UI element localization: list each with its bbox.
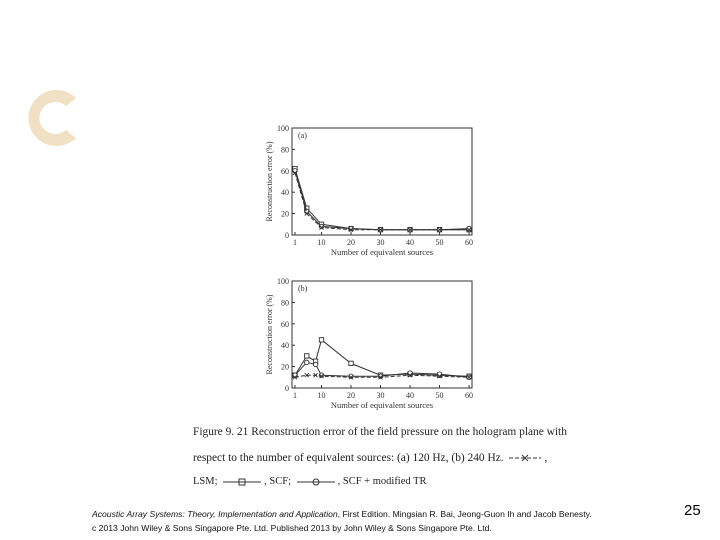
plot-frame-a: [292, 128, 472, 235]
legend-sample-lsm-line: [222, 477, 262, 487]
x-tick-label: 40: [406, 391, 415, 400]
decorative-arc-logo: [14, 82, 84, 152]
figure-caption-line-1: Figure 9. 21 Reconstruction error of the field pressure on the hologram plane with: [193, 426, 567, 438]
y-axis-title-b: Reconstruction error (%): [265, 294, 274, 375]
legend-label-scf: , SCF;: [264, 476, 291, 487]
y-tick-label: 40: [281, 341, 289, 351]
data-point-lsm: [349, 361, 353, 365]
x-tick-label: 20: [347, 391, 356, 400]
x-tick-label: 1: [292, 238, 297, 247]
series-line-scf: [295, 171, 469, 230]
plot-frame-b: [292, 281, 472, 388]
caption-text: respect to the number of equivalent sources: (a) 120 Hz, (b) 240 Hz.: [193, 452, 504, 464]
x-tick-label: 1: [292, 391, 297, 400]
chart-panel-a: [262, 122, 482, 262]
slide-footer: [92, 507, 592, 535]
x-tick-label: 20: [347, 238, 356, 247]
panel-label-b: (b): [298, 284, 308, 293]
y-tick-label: 60: [281, 319, 289, 329]
y-tick-label: 0: [285, 231, 289, 240]
x-tick-label: 40: [406, 238, 415, 247]
data-point-scf: [305, 360, 309, 364]
x-tick-label: 60: [465, 391, 474, 400]
legend-label-lsm: LSM;: [193, 476, 218, 487]
x-axis-title-b: Number of equivalent sources: [330, 400, 434, 410]
series-line-lsm: [295, 169, 469, 230]
series-line-lsm: [295, 340, 469, 376]
x-tick-label: 50: [435, 238, 444, 247]
x-tick-label: 60: [465, 238, 474, 247]
legend-label-scf-tr: , SCF + modified TR: [337, 476, 427, 487]
citation-line: [92, 507, 592, 521]
y-tick-label: 40: [281, 188, 289, 198]
x-tick-label: 30: [376, 391, 385, 400]
x-tick-label: 10: [317, 238, 326, 247]
data-point-scf: [313, 362, 317, 366]
chart-panel-b: [262, 275, 482, 415]
citation-details: , First Edition. Mingsian R. Bai, Jeong-Guon Ih and Jacob Benesty.: [337, 509, 592, 519]
data-point-lsm: [305, 354, 309, 358]
legend-sample-tr-line: [508, 453, 542, 463]
figure-caption-line-2: [193, 452, 547, 464]
figure-caption-legend: [193, 476, 427, 487]
chart-a-svg: [262, 122, 482, 262]
y-tick-label: 100: [277, 124, 289, 133]
x-tick-label: 50: [435, 391, 444, 400]
y-tick-label: 100: [277, 277, 289, 286]
legend-sample-scf-line: [296, 477, 336, 487]
panel-label-a: (a): [298, 131, 307, 140]
page-number: 25: [684, 502, 701, 519]
y-tick-label: 20: [281, 209, 289, 219]
x-axis-title-a: Number of equivalent sources: [330, 247, 434, 257]
x-tick-label: 30: [376, 238, 385, 247]
y-tick-label: 80: [281, 145, 289, 155]
copyright-line: c 2013 John Wiley & Sons Singapore Pte. Ltd. Published 2013 by John Wiley & Sons Singapore Pte. Ltd.: [92, 523, 492, 533]
y-tick-label: 60: [281, 166, 289, 176]
y-tick-label: 80: [281, 298, 289, 308]
x-tick-label: 10: [317, 391, 326, 400]
data-point-lsm: [319, 338, 323, 342]
y-tick-label: 0: [285, 384, 289, 393]
y-tick-label: 20: [281, 362, 289, 372]
chart-b-svg: [262, 275, 482, 415]
y-axis-title-a: Reconstruction error (%): [265, 141, 274, 222]
citation-book-title: Acoustic Array Systems: Theory, Implementation and Application: [92, 509, 338, 519]
series-line-scf-tr: [295, 173, 469, 230]
caption-comma: ,: [544, 452, 548, 464]
